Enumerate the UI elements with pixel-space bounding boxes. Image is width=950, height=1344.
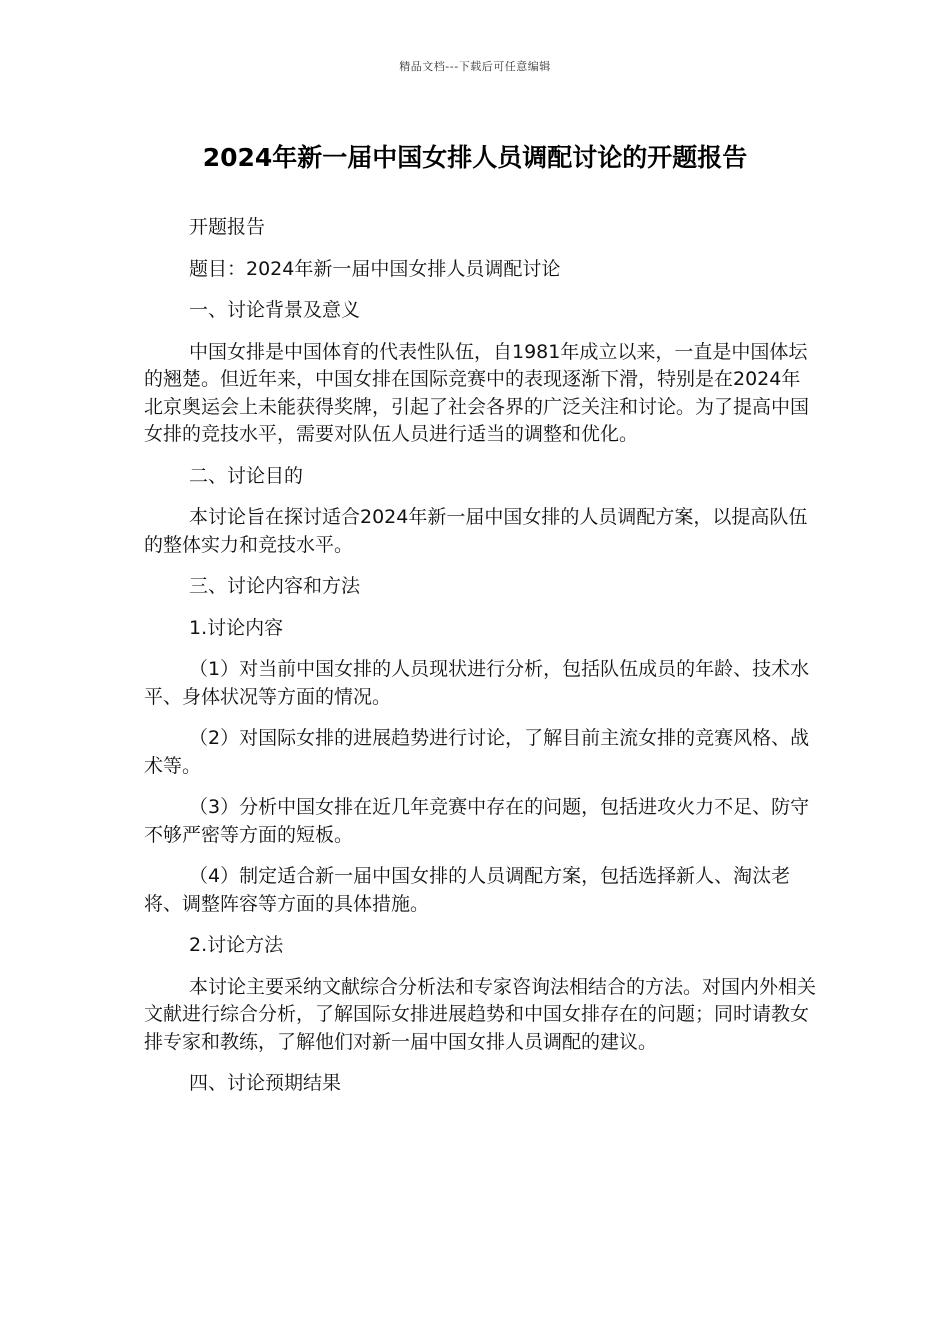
section-heading-2: 二、讨论目的 [189, 464, 304, 487]
section-heading-4: 四、讨论预期结果 [189, 1072, 342, 1094]
section-heading-3: 三、讨论内容和方法 [189, 575, 361, 597]
document-title: 2024年新一届中国女排人员调配讨论的开题报告 [202, 143, 748, 172]
paragraph-purpose: 本讨论旨在探讨适合2024年新一届中国女排的人员调配方案，以提高队伍的整体实力和竞技水平。 [144, 506, 808, 556]
paragraph-method: 本讨论主要采纳文献综合分析法和专家咨询法相结合的方法。对国内外相关文献进行综合分析，了解国际女排进展趋势和中国女排存在的问题；同时请教女排专家和教练，了解他们对新一届中国女排人员调配的建议。 [144, 975, 817, 1053]
section-heading-1: 一、讨论背景及意义 [189, 299, 361, 321]
topic-line: 题目：2024年新一届中国女排人员调配讨论 [189, 257, 561, 280]
list-item-2: （2）对国际女排的进展趋势进行讨论，了解目前主流女排的竞赛风格、战术等。 [144, 727, 810, 777]
subsection-heading-method: 2.讨论方法 [189, 934, 284, 956]
list-item-3: （3）分析中国女排在近几年竞赛中存在的问题，包括进攻火力不足、防守不够严密等方面的短板。 [144, 796, 810, 846]
section-label: 开题报告 [189, 216, 266, 238]
list-item-4: （4）制定适合新一届中国女排的人员调配方案，包括选择新人、淘汰老将、调整阵容等方面的具体措施。 [144, 865, 791, 915]
paragraph-background: 中国女排是中国体育的代表性队伍，自1981年成立以来，一直是中国体坛的翘楚。但近年来，中国女排在国际竞赛中的表现逐渐下滑，特别是在2024年北京奥运会上未能获得奖牌，引起了社会各界的广泛关注和讨论。为了提高中国女排的竞技水平，需要对队伍人员进行适当的调整和优化。 [144, 340, 810, 445]
list-item-1: （1）对当前中国女排的人员现状进行分析，包括队伍成员的年龄、技术水平、身体状况等方面的情况。 [144, 658, 810, 708]
header-note: 精品文档---下载后可任意编辑 [399, 60, 551, 73]
subsection-heading-content: 1.讨论内容 [189, 616, 284, 639]
document-body [144, 214, 816, 1112]
